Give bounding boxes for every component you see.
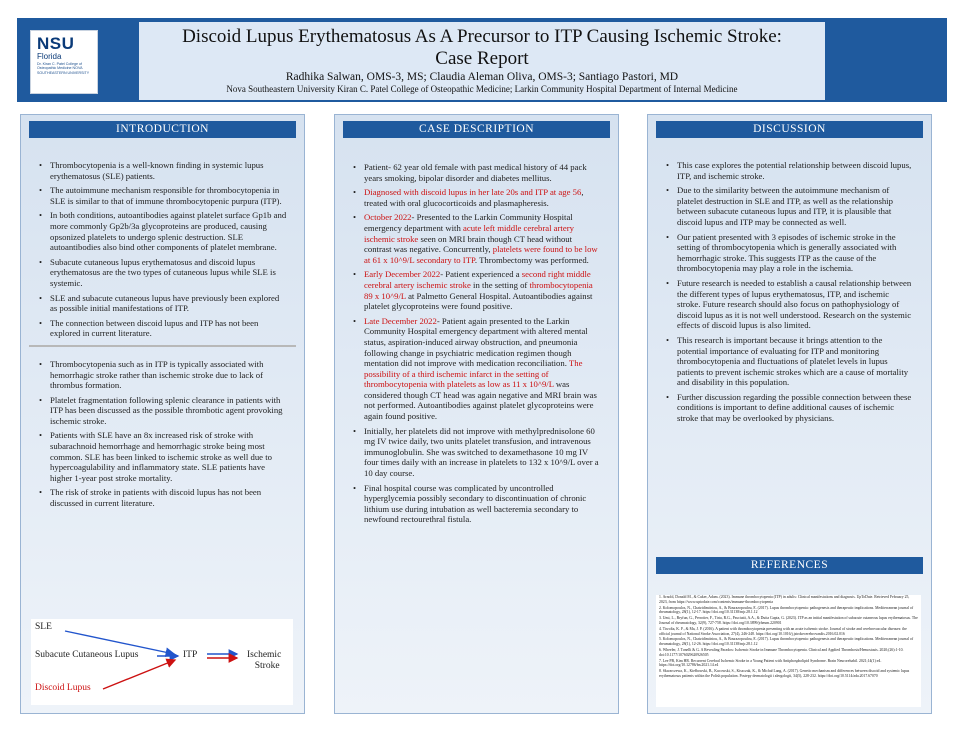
list-item: • Subacute cutaneous lupus erythematosus and discoid lupus erythematosus are the two types of cutaneous lupus while SLE is systemic. bbox=[38, 257, 287, 289]
logo-college-text: Dr. Kiran C. Patel College of Osteopathic Medicine NOVA SOUTHEASTERN UNIVERSITY bbox=[37, 62, 90, 75]
diagram-stroke-line1: Ischemic bbox=[247, 650, 282, 660]
reference-item: 2. Kolomopoulos, N., Chatzidimitriou, A., & Bourazopoulou, E. (2017). Lupus thrombocytopenia: pathogenesis and therapeutic implications. Mediterranean journal of rheumatology, 28(1), 12-17. https://doi.org/10.31138/mjr.28.1.12 bbox=[659, 605, 914, 615]
diagram-sle-label: SLE bbox=[35, 622, 52, 632]
references-list bbox=[656, 595, 921, 707]
highlight-text: October 2022 bbox=[364, 212, 412, 223]
introduction-column bbox=[20, 114, 305, 714]
highlight-text: Diagnosed with discoid lupus in her late 20s and ITP at age 56 bbox=[364, 187, 582, 198]
reference-item: 4. Tiwolta, K. F., & Ma, J. P. (2016). A patient with thrombocytopenia presenting with an acute ischemic stroke. Journal of stroke and cerebrovascular diseases: the official journal of National Stroke Association, 27(4), 246-248. https://doi.org/10.1016/j.jstrokecerebrovasdis.2016.02.016 bbox=[659, 626, 907, 636]
list-item bbox=[352, 316, 601, 422]
authors: Radhika Salwan, OMS-3, MS; Claudia Aleman Oliva, OMS-3; Santiago Pastori, MD bbox=[285, 71, 679, 83]
body-text: - Presented to the Larkin Community Hospital emergency department with bbox=[364, 212, 573, 233]
affiliation: Nova Southeastern University Kiran C. Patel College of Osteopathic Medicine; Larkin Community Hospital Department of Internal Medicine bbox=[226, 84, 738, 94]
reference-item: 5. Kolomopoulos, N., Chatzidimitriou, A., & Bourazopoulou, E. (2017). Lupus thrombocytopenia: pathogenesis and therapeutic implications. Mediterranean journal of rheumatology, 28(1), 12-26. https://doi.org/10.31138/mjr.28.1.12 bbox=[659, 637, 914, 647]
diagram-stroke-label bbox=[247, 650, 281, 672]
reference-item: 1. Arnold, Donald M., & Cuker, Adam. (2023). Immune thrombocytopenia (ITP) in adults: Clinical manifestations and diagnosis. UpToDate. Retrieved February 25, 2023, from https://www.uptodate.com/contents/immune-thrombocytopenia bbox=[659, 595, 910, 604]
case-description-column bbox=[334, 114, 619, 714]
body-text: at Palmetto General Hospital. Autoantibodies against platelet glycoproteins were found positive. bbox=[364, 290, 593, 312]
poster-title bbox=[139, 26, 825, 70]
reference-item: 3. Umi, L., Bryfun, G., Perrotier, F., Tiria, R.G., Pasciutti, A.A., & Dutta Gupta, G. (2023). ITP as an initial manifestation of subacute cutaneous lupus erythematosus. The Journal of rheumatology, 32(9), 727-758. https://doi.org/10.3899/jrheum.220901 bbox=[659, 616, 918, 625]
reference-item: 6. Wheeler, J. Tonelli & G. A Revealing Paradox: Ischemic Stroke in Immune Thrombocytopenia. Clinical and Applied Thrombosis/Hemostasis. 2020;(26):1-10. doi:10.1177/1076029620926505 bbox=[659, 647, 904, 657]
title-line-1: Discoid Lupus Erythematosus As A Precursor to ITP Causing Ischemic Stroke: bbox=[182, 26, 782, 47]
list-item: • Further discussion regarding the possible connection between these conditions is important to define additional causes of ischemic stroke that may be overlooked by physicians. bbox=[665, 392, 914, 424]
list-item: • Platelet fragmentation following splenic clearance in patients with ITP has been discussed as the possible thrombotic agent provoking ischemic stroke. bbox=[38, 395, 287, 427]
references-title: REFERENCES bbox=[656, 557, 923, 574]
body-text: - Patient experienced a bbox=[440, 269, 522, 280]
list-item: • SLE and subacute cutaneous lupus have previously been explored as possible initial manifestations of ITP. bbox=[38, 293, 287, 314]
highlight-text: The possibility of a third ischemic infarct in the setting of thrombocytopenia with platelets as low as 11 x 10^9/L bbox=[364, 358, 583, 390]
diagram-discoid-label: Discoid Lupus bbox=[35, 683, 91, 693]
list-item: • In both conditions, autoantibodies against platelet surface Gp1b and more commonly Gp2b/3a glycoproteins are produced, causing opsonized platelets to undergo splenic destruction. SLE autoantibodies also bind other components of platelet membrane. bbox=[38, 210, 287, 252]
arrow-discoid-to-itp bbox=[103, 660, 175, 689]
list-item: • Our patient presented with 3 episodes of ischemic stroke in the setting of thrombocytopenia which is generally associated with hemorrhagic stroke. This suggests ITP as the cause of the thrombocytopenia may play a role in the ischemia. bbox=[665, 232, 914, 274]
case-description-title: CASE DESCRIPTION bbox=[343, 121, 610, 138]
body-text: , treated with oral glucocorticoids and plasmapheresis. bbox=[364, 187, 584, 208]
list-item: • The risk of stroke in patients with discoid lupus has not been discussed in current literature. bbox=[38, 487, 287, 508]
title-box bbox=[139, 22, 825, 100]
diagram-subacute-label: Subacute Cutaneous Lupus bbox=[35, 650, 139, 660]
logo-text: NSU bbox=[37, 34, 75, 53]
list-item bbox=[352, 269, 601, 311]
discussion-list bbox=[657, 160, 922, 424]
body-text: seen on MRI brain though CT head without contrast was negative. Concurrently, bbox=[364, 233, 573, 255]
poster-header bbox=[17, 18, 947, 102]
list-item: • This case explores the potential relationship between discoid lupus, ITP, and ischemic stroke. bbox=[665, 160, 914, 181]
highlight-text: Late December 2022 bbox=[364, 315, 437, 326]
body-text: - Patient again presented to the Larkin Community Hospital emergency department with altered mental status, aspiration-induced airway obstruction, and pneumonia following change in psychiatric medication regimen though mentation did not improve with medication reconciliation. bbox=[364, 315, 588, 369]
list-item: • Initially, her platelets did not improve with methylprednisolone 60 mg IV twice daily, two units platelet transfusion, and intravenous immunoglobulin. She was switched to dexamethasone 10 mg IV four times daily with an increase in platelets to 132 x 10^9/L over a 10 day course. bbox=[352, 426, 601, 479]
list-item: • The connection between discoid lupus and ITP has not been explored in current literature. bbox=[38, 318, 287, 339]
section-divider bbox=[29, 345, 296, 347]
title-line-2: Case Report bbox=[435, 48, 529, 69]
body-text: . Thrombectomy was performed. bbox=[474, 254, 589, 265]
body-text: was considered though CT head was again negative and MRI brain was not performed. Autoantibodies against platelet glycoproteins were again found positive. bbox=[364, 379, 597, 422]
list-item: • Patient- 62 year old female with past medical history of 44 pack years smoking, bipolar disorder and diabetes mellitus. bbox=[352, 162, 601, 183]
list-item: • Thrombocytopenia is a well-known finding in systemic lupus erythematosus (SLE) patients. bbox=[38, 160, 287, 181]
introduction-list-a bbox=[30, 160, 295, 339]
diagram-stroke-line2: Stroke bbox=[254, 661, 280, 671]
body-text: in the setting of bbox=[470, 279, 530, 290]
lupus-itp-stroke-diagram bbox=[31, 619, 293, 705]
list-item: • Due to the similarity between the autoimmune mechanism of platelet destruction in SLE and ITP, as well as the relationship between subacute cutaneous lupus and ITP, it is plausible that discoid lupus and ITP may be connected as well. bbox=[665, 185, 914, 227]
list-item: • The autoimmune mechanism responsible for thrombocytopenia in SLE is similar to that of immune thrombocytopenic purpura (ITP). bbox=[38, 185, 287, 206]
highlight-text: Early December 2022 bbox=[364, 269, 441, 280]
reference-item: 7. Lee PB, Kim HR. Recurrent Cerebral Ischemic Stroke in a Young Patient with Antiphospholipid Syndrome. Brain Neurorehabil. 2021;14(1):e4. https://doi.org/10.12786/bn.2021.14.e4 bbox=[659, 658, 882, 668]
list-item bbox=[352, 187, 601, 208]
list-item: • Patients with SLE have an 8x increased risk of stroke with subarachnoid hemorrhage and hemorrhagic stroke being most common. SLE has been linked to ischemic stroke as well due to hypercoagulability and inflammatory state. SLE patients have higher 1-year post stroke mortality. bbox=[38, 430, 287, 483]
highlight-text: thrombocytopenia 89 x 10^9/L bbox=[364, 279, 593, 301]
logo-subtext: Florida bbox=[37, 52, 62, 61]
highlight-text: acute left middle cerebral artery ischemic stroke bbox=[364, 222, 574, 244]
discussion-title: DISCUSSION bbox=[656, 121, 923, 138]
highlight-text: platelets were found to be low at 61 x 10^9/L secondary to ITP bbox=[364, 244, 598, 265]
list-item bbox=[352, 212, 601, 265]
diagram-itp-label: ITP bbox=[183, 650, 198, 660]
list-item: • Final hospital course was complicated by uncontrolled hyperglycemia possibly secondary to discontinuation of chronic lithium use during intubation as well bacteremia secondary to newfound rectourethral fistula. bbox=[352, 483, 601, 525]
list-item: • Future research is needed to establish a causal relationship between the different types of lupus erythematosus, ITP, and ischemic stroke. Future research should also focus on pathophysiology of discoid lupus as it is not well understood. Research on the systemic effects of discoid lupus is also limited. bbox=[665, 278, 914, 331]
list-item: • Thrombocytopenia such as in ITP is typically associated with hemorrhagic stroke rather than ischemic stroke due to lack of thrombus formation. bbox=[38, 359, 287, 391]
nsu-logo bbox=[30, 30, 98, 94]
introduction-list-b bbox=[30, 359, 295, 509]
discussion-column bbox=[647, 114, 932, 714]
list-item: • This research is important because it brings attention to the potential importance of evaluating for ITP and monitoring thrombocytopenia and fluctuations of platelet levels in lupus patients to prevent ischemic strokes which are a cause of mortality and disability in this population. bbox=[665, 335, 914, 388]
case-description-list bbox=[344, 162, 609, 525]
reference-item: 8. Skwarczewa, K., Kiełbowski, B., Kucowski, S., Kiszczak, K., & Michał Lang, A. (2017). Genetic mechanism and differences between discoid and systemic lupus erythematosus patients within the Polish population. Postepy dermatologii i alergologii, 34(5), 228-232. https://doi.org/10.5114/ada.2017.67070 bbox=[659, 669, 910, 678]
introduction-title: INTRODUCTION bbox=[29, 121, 296, 138]
highlight-text: second right middle cerebral artery ischemic stroke bbox=[364, 269, 591, 290]
